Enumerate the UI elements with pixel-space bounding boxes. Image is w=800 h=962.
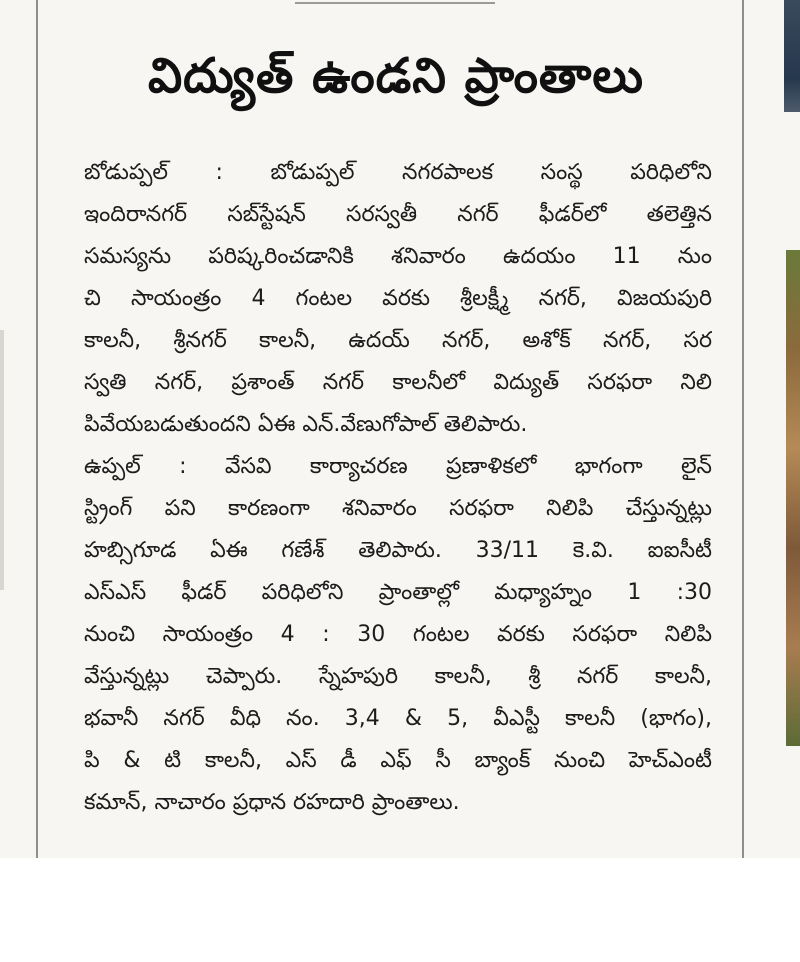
adjacent-photo-top <box>784 0 800 112</box>
article-line: భవానీ నగర్ వీధి నం. 3,4 & 5, వీఎస్టీ కాలనీ (భాగం), <box>84 706 712 731</box>
adjacent-photo-side <box>786 250 800 746</box>
adjacent-column-edge <box>0 330 4 590</box>
page-margin-bottom <box>0 858 800 962</box>
article-line: ఇందిరానగర్ సబ్‌స్టేషన్ సరస్వతీ నగర్ ఫీడర్‌లో తలెత్తిన <box>84 202 712 227</box>
article-line: స్వతి నగర్, ప్రశాంత్ నగర్ కాలనీలో విద్యుత్ సరఫరా నిలి <box>84 370 712 395</box>
article-line: చి సాయంత్రం 4 గంటల వరకు శ్రీలక్ష్మీ నగర్, విజయపురి <box>84 286 712 311</box>
article-line: ఉప్పల్ : వేసవి కార్యాచరణ ప్రణాళికలో భాగంగా లైన్ <box>84 454 712 479</box>
article-line: సమస్యను పరిష్కరించడానికి శనివారం ఉదయం 11 నుం <box>84 244 712 269</box>
column-rule-right <box>742 0 744 858</box>
article-line: నుంచి సాయంత్రం 4 : 30 గంటల వరకు సరఫరా నిలిపి <box>84 622 712 647</box>
article-line: కాలనీ, శ్రీనగర్ కాలనీ, ఉదయ్ నగర్, అశోక్ నగర్, సర <box>84 328 712 353</box>
article-line: వేస్తున్నట్లు చెప్పారు. స్నేహపురి కాలనీ, శ్రీ నగర్ కాలనీ, <box>84 664 712 689</box>
top-divider <box>295 2 495 4</box>
headline: విద్యుత్ ఉండని ప్రాంతాలు <box>147 48 645 104</box>
article-body <box>84 152 712 824</box>
article-line: ఎస్ఎస్ ఫీడర్ పరిధిలోని ప్రాంతాల్లో మధ్యాహ్నం 1 :30 <box>84 580 712 605</box>
article-line: పివేయబడుతుందని ఏఈ ఎన్.వేణుగోపాల్ తెలిపారు. <box>84 412 528 437</box>
article-line: బోడుప్పల్ : బోడుప్పల్ నగరపాలక సంస్థ పరిధిలోని <box>84 160 712 185</box>
article-line: హబ్సిగూడ ఏఈ గణేశ్ తెలిపారు. 33/11 కె.వి. ఐఐసీటీ <box>84 538 712 563</box>
article-line: కమాన్, నాచారం ప్రధాన రహదారి ప్రాంతాలు. <box>84 790 460 815</box>
article-line: స్ట్రింగ్ పని కారణంగా శనివారం సరఫరా నిలిపి చేస్తున్నట్లు <box>84 496 712 521</box>
column-rule-left <box>36 0 38 858</box>
article-line: పి & టి కాలనీ, ఎస్ డీ ఎఫ్ సీ బ్యాంక్ నుంచి హెచ్ఎంటీ <box>84 748 712 773</box>
